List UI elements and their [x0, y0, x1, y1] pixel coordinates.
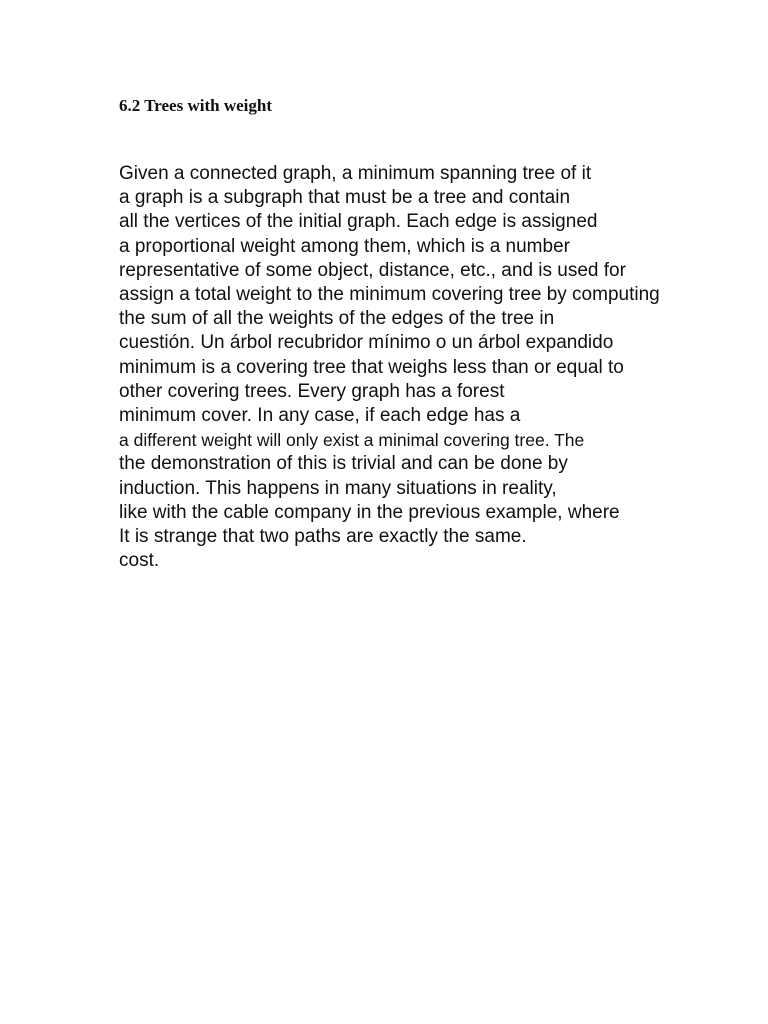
- paragraph-line: minimum is a covering tree that weighs less than or equal to: [119, 356, 624, 378]
- paragraph-line: other covering trees. Every graph has a forest: [119, 380, 505, 402]
- paragraph-line: like with the cable company in the previous example, where: [119, 501, 620, 523]
- paragraph-line: It is strange that two paths are exactly the same.: [119, 526, 527, 548]
- paragraph-line: representative of some object, distance, etc., and is used for: [119, 259, 626, 281]
- paragraph-line: assign a total weight to the minimum covering tree by computing: [119, 284, 660, 306]
- paragraph-line: a different weight will only exist a minimal covering tree. The: [119, 430, 585, 451]
- paragraph-line: minimum cover. In any case, if each edge has a: [119, 405, 521, 427]
- paragraph-line: a proportional weight among them, which is a number: [119, 235, 570, 257]
- paragraph-line: a graph is a subgraph that must be a tree and contain: [119, 187, 571, 209]
- paragraph-line: Given a connected graph, a minimum spanning tree of it: [119, 163, 592, 184]
- paragraph-line: cost.: [119, 550, 160, 572]
- section-heading: 6.2 Trees with weight: [119, 96, 272, 115]
- paragraph-line: induction. This happens in many situations in reality,: [119, 477, 557, 499]
- paragraph-line: cuestión. Un árbol recubridor mínimo o un árbol expandido: [119, 332, 614, 354]
- paragraph-line: the sum of all the weights of the edges of the tree in: [119, 308, 555, 330]
- body-paragraph: [119, 162, 660, 573]
- paragraph-line: the demonstration of this is trivial and can be done by: [119, 453, 568, 475]
- paragraph-line: all the vertices of the initial graph. Each edge is assigned: [119, 211, 598, 233]
